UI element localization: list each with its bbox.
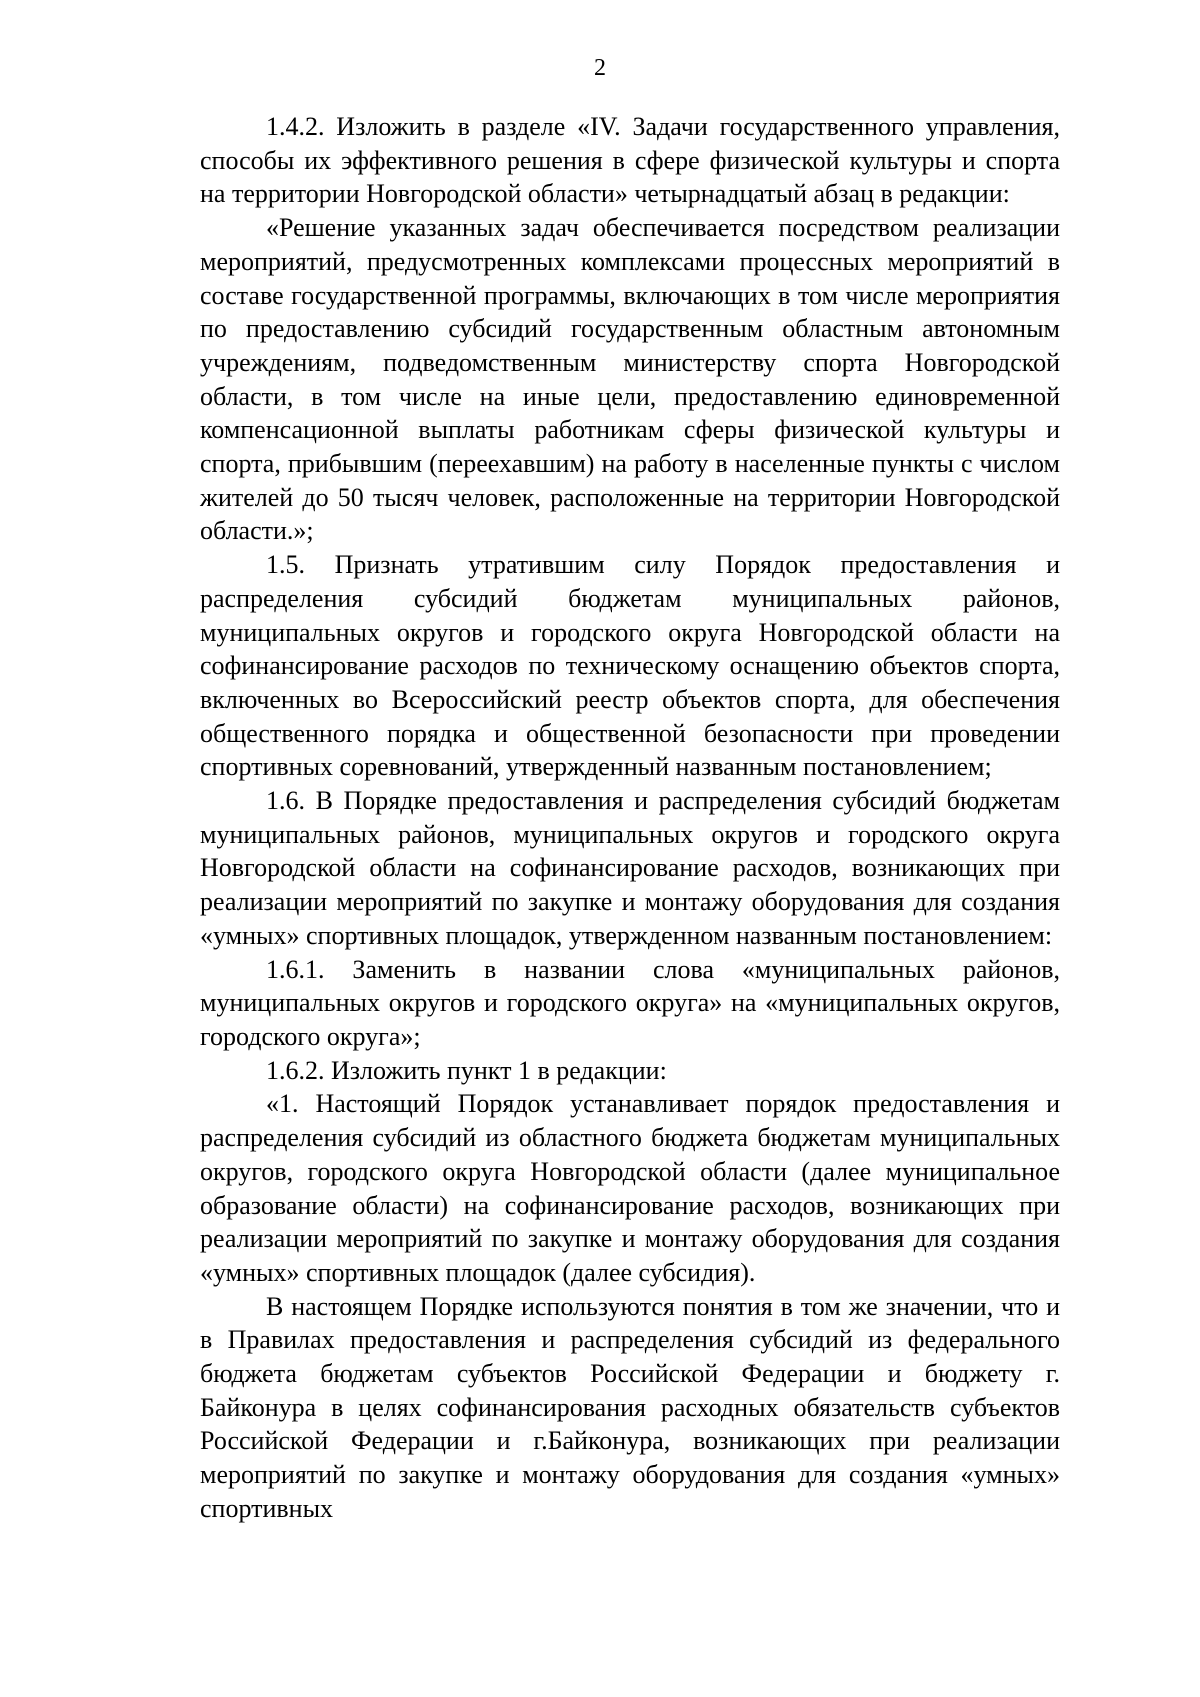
paragraph-1-6: 1.6. В Порядке предоставления и распределения субсидий бюджетам муниципальных районов, муниципальных округов и городского округа Новгородской области на софинансирование расходов, возникающих при реализации мероприятий по закупке и монтажу оборудования для создания «умных» спортивных площадок, утвержденном названным постановлением: (200, 786, 1060, 950)
paragraph-1-6-2: 1.6.2. Изложить пункт 1 в редакции: (266, 1055, 667, 1085)
paragraph-definitions: В настоящем Порядке используются понятия в том же значении, что и в Правилах предоставления и распределения субсидий из федерального бюджета бюджетам субъектов Российской Федерации и бюджету г. Байконура в целях софинансирования расходных обязательств субъектов Российской Федерации и г.Байконура, возникающих при реализации мероприятий по закупке и монтажу оборудования для создания «умных» спортивных (200, 1291, 1060, 1523)
paragraph-quoted-tasks: «Решение указанных задач обеспечивается посредством реализации мероприятий, предусмотренных комплексами процессных мероприятий в составе государственной программы, включающих в том числе мероприятия по предоставлению субсидий государственным областным автономным учреждениям, подведомственным министерству спорта Новгородской области, в том числе на иные цели, предоставлению единовременной компенсационной выплаты работникам сферы физической культуры и спорта, прибывшим (переехавшим) на работу в населенные пункты с числом жителей до 50 тысяч человек, расположенные на территории Новгородской области.»; (200, 213, 1060, 546)
paragraph-point-1: «1. Настоящий Порядок устанавливает порядок предоставления и распределения субсидий из областного бюджета бюджетам муниципальных округов, городского округа Новгородской области (далее муниципальное образование области) на софинансирование расходов, возникающих при реализации мероприятий по закупке и монтажу оборудования для создания «умных» спортивных площадок (далее субсидия). (200, 1089, 1060, 1287)
paragraph-1-5: 1.5. Признать утратившим силу Порядок предоставления и распределения субсидий бюджетам муниципальных районов, муниципальных округов и городского округа Новгородской области на софинансирование расходов по техническому оснащению объектов спорта, включенных во Всероссийский реестр объектов спорта, для обеспечения общественного порядка и общественной безопасности при проведении спортивных соревнований, утвержденный названным постановлением; (200, 550, 1060, 782)
paragraph-1-6-1: 1.6.1. Заменить в названии слова «муниципальных районов, муниципальных округов и городского округа» на «муниципальных округов, городского округа»; (200, 954, 1060, 1051)
page-number: 2 (594, 55, 606, 81)
paragraph-1-4-2: 1.4.2. Изложить в разделе «IV. Задачи государственного управления, способы их эффективного решения в сфере физической культуры и спорта на территории Новгородской области» четырнадцатый абзац в редакции: (200, 112, 1060, 209)
document-body (200, 110, 1060, 1526)
